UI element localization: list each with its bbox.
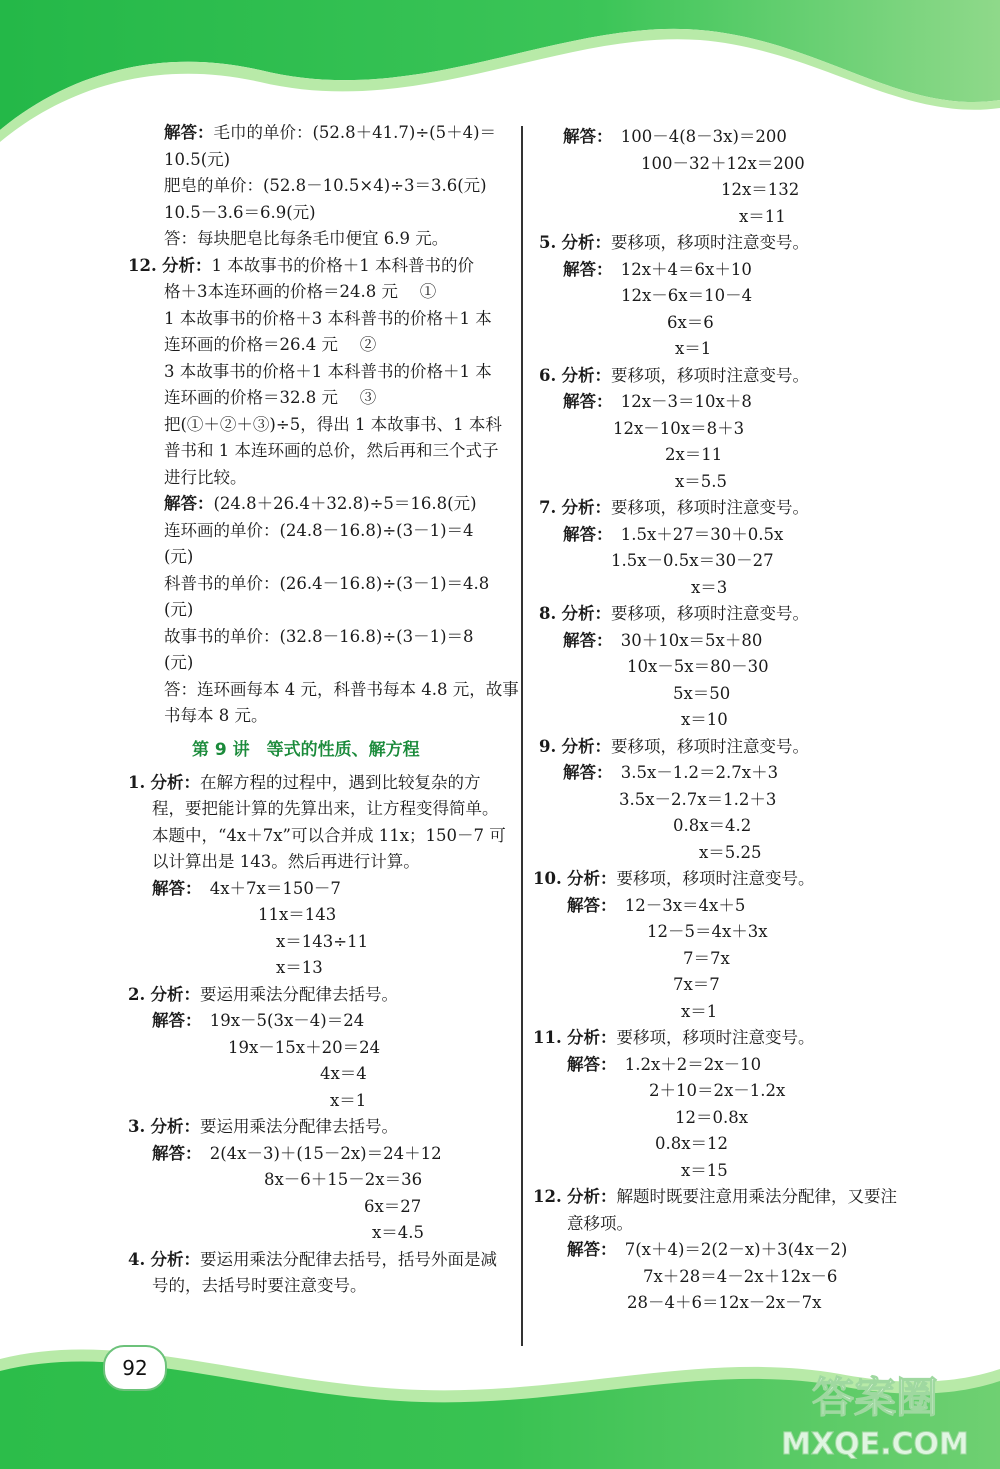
- label-prefix: 分析：: [561, 498, 611, 517]
- line-text: 要移项，移项时注意变号。: [610, 736, 809, 756]
- line-text: 12x－10x＝8＋3: [613, 418, 745, 438]
- question-number: 1.: [128, 772, 146, 792]
- line-text: 4x＋7x＝150－7: [193, 878, 341, 898]
- line-text: 1.5x－0.5x＝30－27: [611, 551, 774, 570]
- text-line: [128, 465, 523, 492]
- label-prefix: 解答：: [563, 763, 605, 782]
- line-text: x＝143÷11: [276, 931, 369, 951]
- text-line: [128, 677, 523, 704]
- label-prefix: 分析：: [561, 233, 611, 252]
- text-line: [533, 204, 943, 231]
- text-line: [128, 1008, 523, 1035]
- text-line: [533, 1211, 943, 1238]
- line-text: 要移项，移项时注意变号。: [610, 498, 809, 517]
- text-line: [128, 1247, 523, 1274]
- label-prefix: 分析：: [150, 984, 200, 1004]
- text-line: [533, 522, 943, 549]
- question-number: 5.: [539, 233, 557, 252]
- label-prefix: 解答：: [563, 127, 605, 146]
- text-line: [128, 796, 523, 823]
- text-line: [128, 1141, 523, 1168]
- text-line: [128, 253, 523, 280]
- label-prefix: 解答：: [563, 630, 605, 650]
- text-line: [533, 999, 943, 1026]
- text-line: [128, 571, 523, 598]
- text-line: [533, 416, 943, 443]
- text-line: [128, 955, 523, 982]
- line-text: 1 本故事书的价格＋3 本科普书的价格＋1 本: [164, 308, 492, 328]
- line-text: (元): [164, 547, 194, 566]
- text-line: [128, 902, 523, 929]
- line-text: 要运用乘法分配律去括号。: [199, 1117, 398, 1136]
- line-text: (24.8＋26.4＋32.8)÷5＝16.8(元): [213, 494, 477, 513]
- label-prefix: 分析：: [161, 255, 212, 275]
- line-text: 7＝7x: [683, 948, 730, 968]
- line-text: 5x＝50: [673, 683, 731, 703]
- text-line: [128, 597, 523, 624]
- text-line: [128, 1061, 523, 1088]
- text-line: [128, 385, 523, 412]
- text-line: [533, 389, 943, 416]
- line-text: 毛巾的单价：(52.8＋41.7)÷(5＋4)＝: [213, 123, 497, 142]
- text-line: [533, 1078, 943, 1105]
- label-prefix: 解答：: [152, 1011, 194, 1030]
- line-text: 解题时既要注意用乘法分配律，又要注: [616, 1187, 897, 1206]
- line-text: 12x＝132: [721, 180, 800, 199]
- line-text: 格＋3本连环画的价格＝24.8 元 ①: [164, 282, 437, 301]
- text-line: [533, 681, 943, 708]
- label-prefix: 分析：: [561, 736, 611, 756]
- text-line: [533, 919, 943, 946]
- line-text: 100－4(8－3x)＝200: [604, 127, 787, 146]
- line-text: 7x＝7: [673, 975, 720, 994]
- question-number: 3.: [128, 1117, 146, 1136]
- line-text: 要运用乘法分配律去括号，括号外面是减: [199, 1249, 497, 1269]
- text-line: [533, 866, 943, 893]
- text-line: [128, 876, 523, 903]
- page-number: 92: [103, 1345, 167, 1391]
- text-line: [128, 770, 523, 797]
- line-text: 10.5－3.6＝6.9(元): [164, 202, 316, 222]
- line-text: x＝5.5: [675, 471, 728, 491]
- watermark-logo: [760, 1362, 995, 1462]
- line-text: 程，要把能计算的先算出来，让方程变得简单。: [152, 799, 499, 818]
- line-text: 3.5x－2.7x＝1.2＋3: [619, 789, 777, 809]
- text-line: [533, 230, 943, 257]
- question-number: 2.: [128, 984, 146, 1004]
- line-text: x＝10: [681, 710, 728, 729]
- label-prefix: 分析：: [561, 604, 611, 623]
- text-line: [128, 226, 523, 253]
- label-prefix: 分析：: [561, 365, 611, 385]
- line-text: 意移项。: [567, 1213, 633, 1233]
- text-line: [128, 332, 523, 359]
- question-number: 8.: [539, 604, 557, 623]
- text-line: [533, 813, 943, 840]
- line-text: 2x＝11: [665, 445, 723, 464]
- line-text: 要移项，移项时注意变号。: [610, 233, 809, 252]
- text-line: [128, 438, 523, 465]
- line-text: 7x＋28＝4－2x＋12x－6: [643, 1266, 838, 1286]
- line-text: 本题中，“4x＋7x”可以合并成 11x；150－7 可: [152, 825, 506, 845]
- line-text: 1 本故事书的价格＋1 本科普书的价: [211, 255, 474, 275]
- line-text: 科普书的单价：(26.4－16.8)÷(3－1)＝4.8: [164, 573, 490, 593]
- label-prefix: 分析：: [150, 1249, 200, 1269]
- line-text: 19x－15x＋20＝24: [228, 1037, 381, 1057]
- line-text: 100－32＋12x＝200: [641, 153, 805, 173]
- text-line: [128, 1194, 523, 1221]
- text-line: [128, 544, 523, 571]
- question-number: 11.: [533, 1028, 562, 1047]
- text-line: [533, 548, 943, 575]
- line-text: 号的，去括号时要注意变号。: [152, 1276, 367, 1295]
- text-line: [533, 124, 943, 151]
- left-column: [128, 120, 523, 1300]
- line-text: x＝1: [330, 1090, 367, 1110]
- line-text: 12x－3＝10x＋8: [604, 392, 752, 411]
- watermark-text-en: MXQE.COM: [781, 1427, 969, 1462]
- line-text: 12－3x＝4x＋5: [608, 895, 746, 915]
- text-line: [128, 624, 523, 651]
- text-line: [128, 1035, 523, 1062]
- text-line: [128, 279, 523, 306]
- line-text: x＝5.25: [699, 842, 762, 862]
- line-text: 故事书的单价：(32.8－16.8)÷(3－1)＝8: [164, 626, 474, 646]
- line-text: 11x＝143: [258, 905, 337, 924]
- text-line: [128, 650, 523, 677]
- label-prefix: 分析：: [150, 772, 200, 792]
- text-line: [533, 1184, 943, 1211]
- line-text: 10x－5x＝80－30: [627, 657, 769, 676]
- text-line: [533, 336, 943, 363]
- line-text: 12x＋4＝6x＋10: [604, 259, 752, 279]
- label-prefix: 解答：: [563, 524, 605, 544]
- label-prefix: 解答：: [563, 259, 605, 279]
- line-text: 在解方程的过程中，遇到比较复杂的方: [199, 772, 481, 792]
- text-line: [533, 946, 943, 973]
- label-prefix: 解答：: [164, 494, 214, 513]
- text-line: [533, 972, 943, 999]
- text-line: [533, 495, 943, 522]
- text-line: [533, 760, 943, 787]
- label-prefix: 解答：: [567, 895, 609, 915]
- text-line: [128, 491, 523, 518]
- text-line: [533, 734, 943, 761]
- line-text: x＝13: [276, 958, 323, 977]
- line-text: (元): [164, 653, 194, 672]
- text-line: [533, 893, 943, 920]
- line-text: 0.8x＝12: [655, 1134, 729, 1153]
- text-line: [128, 306, 523, 333]
- text-line: [128, 120, 523, 147]
- text-line: [533, 1052, 943, 1079]
- line-text: 12x－6x＝10－4: [621, 286, 753, 305]
- line-text: 10.5(元): [164, 149, 231, 169]
- text-line: [533, 283, 943, 310]
- line-text: 书每本 8 元。: [164, 706, 268, 725]
- text-line: [128, 1220, 523, 1247]
- line-text: 答：每块肥皂比每条毛巾便宜 6.9 元。: [164, 229, 449, 248]
- question-number: 6.: [539, 365, 557, 385]
- text-line: [533, 1264, 943, 1291]
- text-line: [128, 1088, 523, 1115]
- text-line: [533, 787, 943, 814]
- line-text: x＝3: [691, 577, 728, 597]
- label-prefix: 分析：: [566, 1187, 617, 1206]
- line-text: 1.5x＋27＝30＋0.5x: [604, 524, 784, 544]
- question-number: 10.: [533, 869, 562, 888]
- question-number: 4.: [128, 1249, 146, 1269]
- question-number: 7.: [539, 498, 557, 517]
- text-line: [533, 1131, 943, 1158]
- line-text: 以计算出是 143。然后再进行计算。: [152, 852, 420, 871]
- right-column: [533, 124, 943, 1317]
- line-text: 要移项，移项时注意变号。: [610, 604, 809, 623]
- text-line: [533, 310, 943, 337]
- text-line: [128, 703, 523, 730]
- line-text: 进行比较。: [164, 467, 247, 487]
- line-text: 3 本故事书的价格＋1 本科普书的价格＋1 本: [164, 361, 492, 381]
- line-text: 6x＝6: [667, 312, 714, 332]
- label-prefix: 分析：: [566, 1028, 617, 1047]
- line-text: 要运用乘法分配律去括号。: [199, 984, 398, 1004]
- line-text: 把(①＋②＋③)÷5，得出 1 本故事书、1 本科: [164, 414, 502, 434]
- line-text: 要移项，移项时注意变号。: [610, 365, 809, 385]
- label-prefix: 解答：: [567, 1054, 609, 1074]
- text-line: [128, 929, 523, 956]
- label-prefix: 解答：: [567, 1240, 609, 1259]
- line-text: 4x＝4: [320, 1064, 367, 1083]
- text-line: [533, 257, 943, 284]
- line-text: 连环画的价格＝32.8 元 ③: [164, 388, 377, 407]
- text-line: [128, 1273, 523, 1300]
- text-line: [128, 1114, 523, 1141]
- line-text: 19x－5(3x－4)＝24: [193, 1011, 365, 1030]
- text-line: [533, 469, 943, 496]
- text-line: [128, 982, 523, 1009]
- text-line: [533, 601, 943, 628]
- text-line: [533, 1237, 943, 1264]
- text-line: [128, 518, 523, 545]
- text-line: [128, 412, 523, 439]
- line-text: 0.8x＝4.2: [673, 816, 752, 835]
- text-line: [533, 1290, 943, 1317]
- line-text: 30＋10x＝5x＋80: [604, 630, 763, 650]
- line-text: 28－4＋6＝12x－2x－7x: [627, 1293, 822, 1312]
- text-line: [533, 177, 943, 204]
- label-prefix: 分析：: [150, 1117, 200, 1136]
- text-line: [533, 151, 943, 178]
- text-line: [533, 1025, 943, 1052]
- line-text: x＝15: [681, 1160, 728, 1180]
- line-text: 1.2x＋2＝2x－10: [608, 1054, 762, 1074]
- text-line: [533, 1105, 943, 1132]
- label-prefix: 解答：: [164, 123, 214, 142]
- label-prefix: 分析：: [566, 869, 617, 888]
- text-line: [128, 147, 523, 174]
- text-line: [533, 363, 943, 390]
- text-line: [533, 575, 943, 602]
- line-text: 肥皂的单价：(52.8－10.5×4)÷3＝3.6(元): [164, 176, 487, 195]
- text-line: [533, 1158, 943, 1185]
- line-text: 12＝0.8x: [675, 1107, 749, 1127]
- line-text: 8x－6＋15－2x＝36: [264, 1170, 423, 1189]
- line-text: 要移项，移项时注意变号。: [616, 1028, 815, 1047]
- text-line: [128, 173, 523, 200]
- text-line: [128, 200, 523, 227]
- line-text: 要移项，移项时注意变号。: [616, 869, 815, 888]
- line-text: (元): [164, 600, 194, 619]
- line-text: 连环画的单价：(24.8－16.8)÷(3－1)＝4: [164, 520, 474, 540]
- line-text: 连环画的价格＝26.4 元 ②: [164, 335, 377, 354]
- line-text: 2＋10＝2x－1.2x: [649, 1081, 786, 1100]
- line-text: 2(4x－3)＋(15－2x)＝24＋12: [193, 1143, 442, 1163]
- watermark-text-cn: 答案圈: [811, 1373, 939, 1422]
- line-text: x＝4.5: [372, 1223, 425, 1242]
- section-heading: 第 9 讲 等式的性质、解方程: [192, 739, 420, 760]
- line-text: 答：连环画每本 4 元，科普书每本 4.8 元，故事: [164, 679, 519, 699]
- text-line: [128, 730, 523, 770]
- line-text: x＝1: [681, 1001, 718, 1021]
- line-text: 7(x＋4)＝2(2－x)＋3(4x－2): [608, 1240, 848, 1259]
- line-text: x＝11: [739, 206, 786, 226]
- text-line: [533, 707, 943, 734]
- text-line: [128, 849, 523, 876]
- text-line: [128, 823, 523, 850]
- text-line: [533, 628, 943, 655]
- line-text: 普书和 1 本连环画的总价，然后再和三个式子: [164, 441, 499, 460]
- text-line: [128, 1167, 523, 1194]
- text-line: [128, 359, 523, 386]
- line-text: 6x＝27: [364, 1196, 422, 1216]
- line-text: 3.5x－1.2＝2.7x＋3: [604, 763, 779, 782]
- question-number: 12.: [128, 255, 157, 275]
- question-number: 9.: [539, 736, 557, 756]
- question-number: 12.: [533, 1187, 562, 1206]
- label-prefix: 解答：: [152, 878, 194, 898]
- text-line: [533, 654, 943, 681]
- line-text: 12－5＝4x＋3x: [647, 922, 768, 941]
- line-text: x＝1: [675, 339, 712, 358]
- label-prefix: 解答：: [152, 1143, 194, 1163]
- text-line: [533, 442, 943, 469]
- label-prefix: 解答：: [563, 392, 605, 411]
- text-line: [533, 840, 943, 867]
